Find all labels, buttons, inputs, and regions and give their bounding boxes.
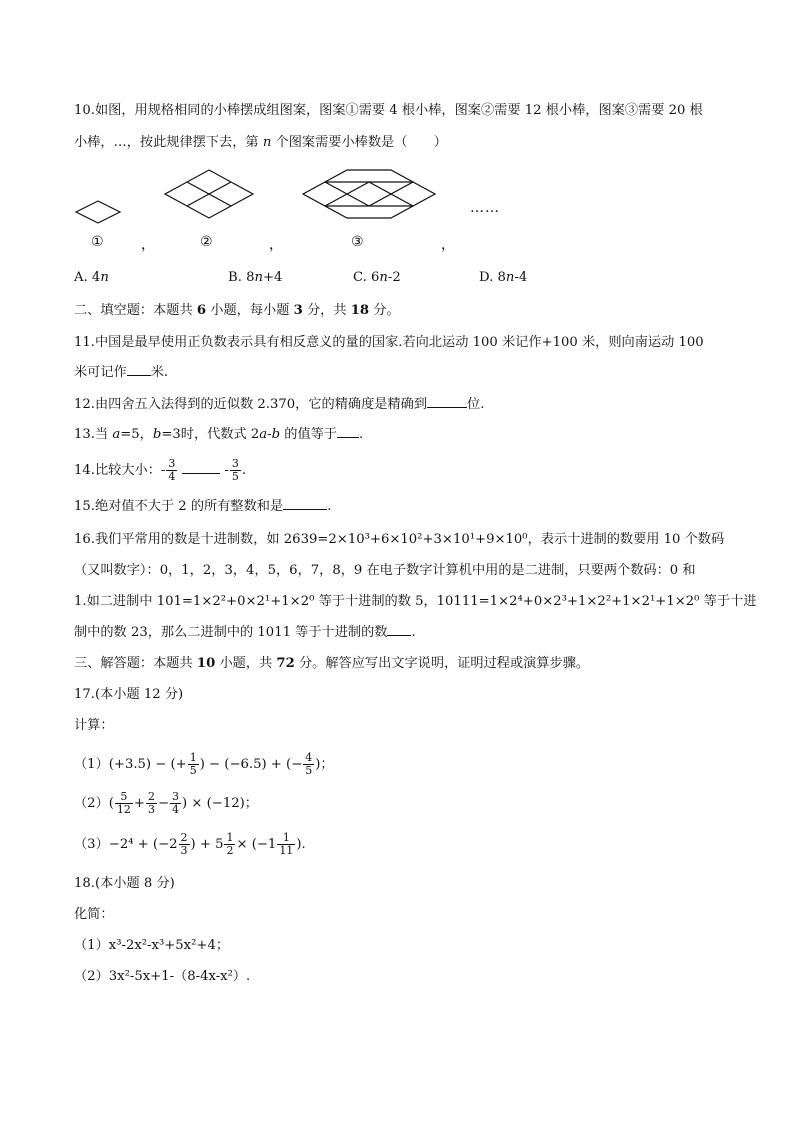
pattern-3-figure	[301, 168, 437, 220]
fraction: $\frac{3}{4}$	[172, 790, 180, 816]
comma-3: ，	[441, 237, 455, 253]
fraction: $\frac{2}{3}$	[147, 790, 155, 816]
q16-line4: 制中的数 23，那么二进制中的 1011 等于十进制的数 .	[74, 625, 416, 640]
fraction: $\frac{3}{4}$	[168, 457, 176, 483]
q11-line1: 11.中国是最早使用正负数表示具有相反意义的量的国家.若向北运动 100 米记作+100 米，则向南运动 100	[74, 335, 704, 350]
fraction: $\frac{4}{5}$	[305, 751, 313, 777]
q18-part-1: （1）x³-2x²-x³+5x²+4；	[74, 938, 230, 953]
q18-sub: 化简：	[74, 907, 114, 922]
comma-1: ，	[141, 237, 155, 253]
q11-line2: 米可记作 米.	[74, 365, 169, 380]
q18-title: 18.(本小题 8 分)	[74, 876, 175, 891]
option-d: D. 8n-4	[479, 270, 528, 285]
pattern-1-label: ①	[91, 234, 104, 250]
fraction: $\frac{1}{5}$	[189, 751, 197, 777]
answer-blank[interactable]	[427, 395, 467, 408]
fraction: $\frac{5}{12}$	[116, 790, 131, 816]
q17-part-1: （1）(+3.5) − (+ $\frac{1}{5}$ ) − (−6.5) + (− $\frac{4}{5}$ )；	[74, 751, 334, 777]
q10-line2	[74, 133, 447, 153]
answer-blank[interactable]	[387, 623, 411, 636]
q13: 13.当 a=5，b=3时，代数式 2a-b 的值等于 .	[74, 427, 364, 442]
fraction: $\frac{1}{11}$	[279, 831, 294, 857]
q17-title: 17.(本小题 12 分)	[74, 687, 184, 702]
option-b: B. 8n+4	[228, 270, 283, 285]
fraction: $\frac{2}{3}$	[180, 831, 188, 857]
section-3-heading: 三、解答题：本题共 10 小题，共 72 分。解答应写出文字说明，证明过程或演算步骤。	[74, 656, 590, 671]
q10-var-n: n	[262, 135, 272, 150]
answer-blank[interactable]	[337, 425, 359, 438]
pattern-2-label: ②	[200, 234, 213, 250]
ellipsis: ……	[470, 200, 500, 216]
q17-part-2: （2）( $\frac{5}{12}$ + $\frac{2}{3}$ − $\frac{3}{4}$ ) × (−12)；	[74, 790, 258, 816]
q16-line1: 16.我们平常用的数是十进制数，如 2639=2×10³+6×10²+3×10¹+9×10⁰，表示十进制的数要用 10 个数码	[74, 532, 725, 547]
q17-sub: 计算：	[74, 718, 114, 733]
q14: 14.比较大小：- $\frac{3}{4}$ - $\frac{3}{5}$ .	[74, 457, 247, 483]
q10-text-a: 小棒，…，按此规律摆下去，第	[74, 135, 259, 150]
q12: 12.由四舍五入法得到的近似数 2.370，它的精确度是精确到 位.	[74, 397, 485, 412]
pattern-3-label: ③	[351, 234, 364, 250]
answer-blank[interactable]	[182, 461, 220, 474]
fraction: $\frac{3}{5}$	[231, 457, 239, 483]
q15: 15.绝对值不大于 2 的所有整数和是 .	[74, 499, 332, 514]
pattern-2-figure	[163, 168, 255, 220]
pattern-1-figure	[74, 198, 122, 226]
answer-blank[interactable]	[283, 497, 327, 510]
option-c: C. 6n-2	[353, 270, 401, 285]
option-a: A. 4n	[74, 270, 109, 285]
section-2-heading: 二、填空题：本题共 6 小题，每小题 3 分，共 18 分。	[74, 303, 400, 318]
answer-blank[interactable]	[127, 363, 151, 376]
fraction: $\frac{1}{2}$	[226, 831, 234, 857]
q10-line1: 10.如图，用规格相同的小棒摆成组图案，图案①需要 4 根小棒，图案②需要 12 根小棒，图案③需要 20 根	[74, 103, 703, 118]
comma-2: ，	[269, 237, 283, 253]
q16-line2: （又叫数字）：0，1，2，3，4，5，6，7，8，9 在电子数字计算机中用的是二进制，只要两个数码：0 和	[74, 563, 696, 578]
q17-part-3: （3）−2⁴ + (−2 $\frac{2}{3}$ ) + 5 $\frac{1}{2}$ × (−1 $\frac{1}{11}$ ).	[74, 831, 306, 857]
q16-line3: 1.如二进制中 101=1×2²+0×2¹+1×2⁰ 等于十进制的数 5，10111=1×2⁴+0×2³+1×2²+1×2¹+1×2⁰ 等于十进	[74, 594, 757, 609]
q18-part-2: （2）3x²-5x+1-（8-4x-x²）.	[74, 969, 251, 984]
q10-text-b: 个图案需要小棒数是（ ）	[275, 135, 447, 150]
pattern-1-rhombus	[76, 201, 120, 223]
